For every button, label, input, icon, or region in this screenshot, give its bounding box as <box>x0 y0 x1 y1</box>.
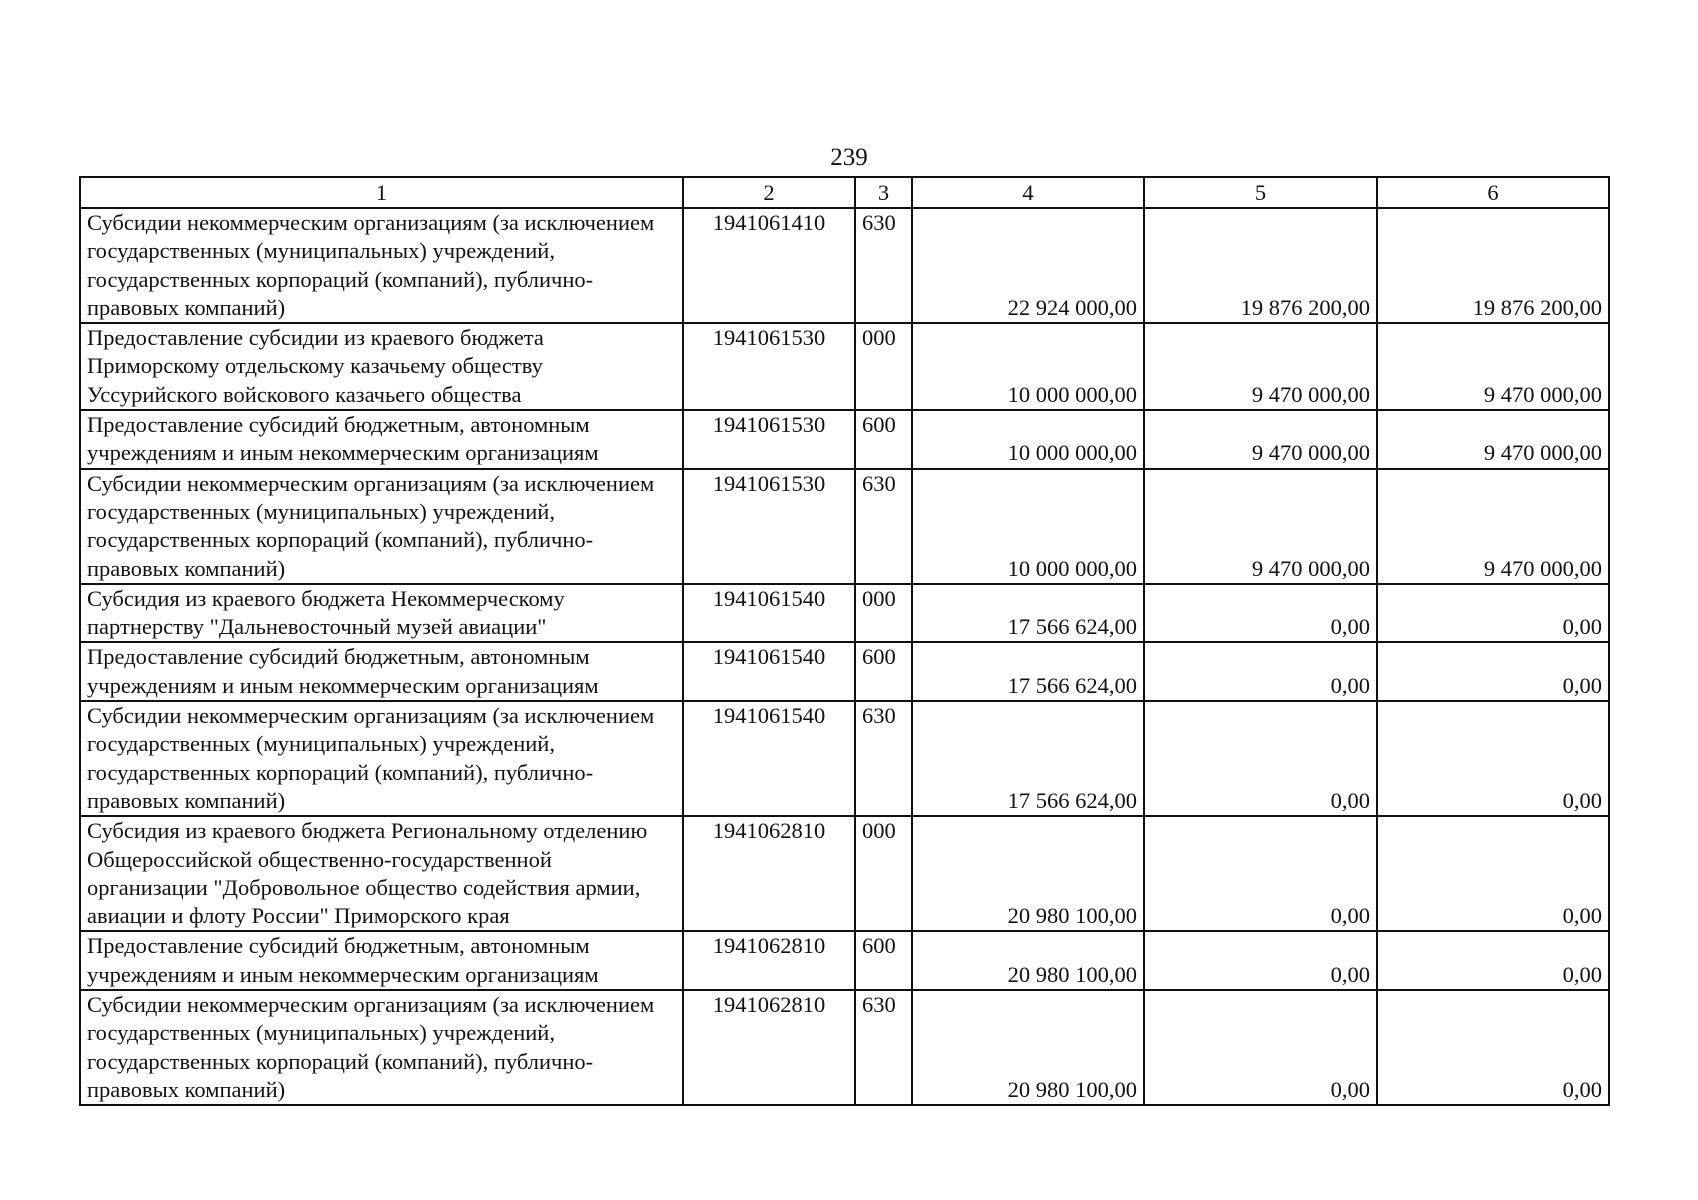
row-amount-col4: 20 980 100,00 <box>912 816 1144 931</box>
row-code-cell: 1941062810 <box>683 816 855 931</box>
row-name-cell: Субсидии некоммерческим организациям (за исключением государственных (муниципальных) учреждений, государственных корпораций (компаний), публично-правовых компаний) <box>80 208 683 323</box>
column-header-4: 4 <box>912 177 1144 208</box>
row-amount-col6: 9 470 000,00 <box>1377 410 1609 469</box>
row-code-cell: 1941061540 <box>683 642 855 701</box>
row-amount-col4: 10 000 000,00 <box>912 469 1144 584</box>
row-kind-cell: 600 <box>855 931 912 990</box>
row-amount-col5: 0,00 <box>1144 642 1377 701</box>
row-kind-cell: 630 <box>855 469 912 584</box>
row-amount-col4: 22 924 000,00 <box>912 208 1144 323</box>
row-code-cell: 1941061540 <box>683 701 855 816</box>
row-amount-col6: 0,00 <box>1377 816 1609 931</box>
row-amount-col5: 9 470 000,00 <box>1144 323 1377 410</box>
table-row <box>80 584 1609 643</box>
row-amount-col5: 19 876 200,00 <box>1144 208 1377 323</box>
column-header-6: 6 <box>1377 177 1609 208</box>
table-row <box>80 469 1609 584</box>
row-kind-cell: 600 <box>855 642 912 701</box>
row-amount-col6: 0,00 <box>1377 642 1609 701</box>
row-code-cell: 1941061530 <box>683 410 855 469</box>
row-name-cell: Предоставление субсидий бюджетным, автономным учреждениям и иным некоммерческим организациям <box>80 410 683 469</box>
table-row <box>80 410 1609 469</box>
column-header-3: 3 <box>855 177 912 208</box>
row-name-cell: Субсидии некоммерческим организациям (за исключением государственных (муниципальных) учреждений, государственных корпораций (компаний), публично-правовых компаний) <box>80 701 683 816</box>
table-row <box>80 990 1609 1105</box>
row-amount-col6: 9 470 000,00 <box>1377 469 1609 584</box>
row-amount-col5: 0,00 <box>1144 816 1377 931</box>
row-amount-col6: 0,00 <box>1377 584 1609 643</box>
row-name-cell: Субсидия из краевого бюджета Региональному отделению Общероссийской общественно-государственной организации "Добровольное общество содействия армии, авиации и флоту России" Приморского края <box>80 816 683 931</box>
row-kind-cell: 000 <box>855 323 912 410</box>
table-row <box>80 208 1609 323</box>
table-row <box>80 931 1609 990</box>
row-name-cell: Субсидии некоммерческим организациям (за исключением государственных (муниципальных) учреждений, государственных корпораций (компаний), публично-правовых компаний) <box>80 990 683 1105</box>
row-amount-col5: 0,00 <box>1144 931 1377 990</box>
row-amount-col4: 17 566 624,00 <box>912 701 1144 816</box>
row-amount-col5: 9 470 000,00 <box>1144 469 1377 584</box>
table-row <box>80 701 1609 816</box>
row-name-cell: Предоставление субсидий бюджетным, автономным учреждениям и иным некоммерческим организациям <box>80 931 683 990</box>
row-amount-col4: 17 566 624,00 <box>912 642 1144 701</box>
row-amount-col4: 20 980 100,00 <box>912 931 1144 990</box>
row-amount-col4: 10 000 000,00 <box>912 323 1144 410</box>
column-header-2: 2 <box>683 177 855 208</box>
budget-table <box>79 176 1610 1106</box>
row-amount-col6: 19 876 200,00 <box>1377 208 1609 323</box>
table-header-row <box>80 177 1609 208</box>
row-amount-col6: 0,00 <box>1377 701 1609 816</box>
row-code-cell: 1941061530 <box>683 469 855 584</box>
table-row <box>80 816 1609 931</box>
table-row <box>80 642 1609 701</box>
row-name-cell: Предоставление субсидий бюджетным, автономным учреждениям и иным некоммерческим организациям <box>80 642 683 701</box>
column-header-5: 5 <box>1144 177 1377 208</box>
table-row <box>80 323 1609 410</box>
row-kind-cell: 630 <box>855 990 912 1105</box>
row-amount-col5: 0,00 <box>1144 701 1377 816</box>
row-code-cell: 1941062810 <box>683 990 855 1105</box>
row-name-cell: Субсидия из краевого бюджета Некоммерческому партнерству "Дальневосточный музей авиации" <box>80 584 683 643</box>
row-amount-col6: 0,00 <box>1377 931 1609 990</box>
page-number: 239 <box>830 144 868 171</box>
row-amount-col6: 9 470 000,00 <box>1377 323 1609 410</box>
row-amount-col5: 0,00 <box>1144 990 1377 1105</box>
row-kind-cell: 630 <box>855 701 912 816</box>
row-amount-col5: 9 470 000,00 <box>1144 410 1377 469</box>
row-kind-cell: 600 <box>855 410 912 469</box>
row-kind-cell: 630 <box>855 208 912 323</box>
row-amount-col5: 0,00 <box>1144 584 1377 643</box>
row-name-cell: Субсидии некоммерческим организациям (за исключением государственных (муниципальных) учреждений, государственных корпораций (компаний), публично-правовых компаний) <box>80 469 683 584</box>
row-amount-col4: 17 566 624,00 <box>912 584 1144 643</box>
row-amount-col6: 0,00 <box>1377 990 1609 1105</box>
row-name-cell: Предоставление субсидии из краевого бюджета Приморскому отдельскому казачьему обществу Уссурийского войскового казачьего общества <box>80 323 683 410</box>
column-header-1: 1 <box>80 177 683 208</box>
row-kind-cell: 000 <box>855 816 912 931</box>
row-amount-col4: 10 000 000,00 <box>912 410 1144 469</box>
row-amount-col4: 20 980 100,00 <box>912 990 1144 1105</box>
row-code-cell: 1941061410 <box>683 208 855 323</box>
row-code-cell: 1941061540 <box>683 584 855 643</box>
row-code-cell: 1941062810 <box>683 931 855 990</box>
row-kind-cell: 000 <box>855 584 912 643</box>
row-code-cell: 1941061530 <box>683 323 855 410</box>
